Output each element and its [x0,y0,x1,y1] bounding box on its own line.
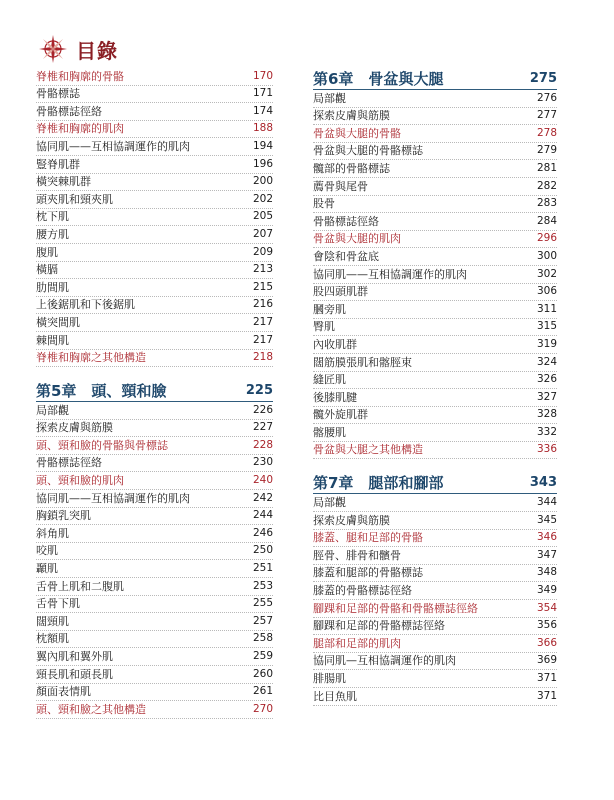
toc-entry-page: 302 [536,267,557,280]
toc-entry-title: 探索皮膚與筋膜 [313,109,390,123]
toc-entry-title: 頭夾肌和頸夾肌 [36,192,113,206]
toc-entry[interactable] [36,613,273,631]
toc-entry[interactable] [36,314,273,332]
toc-entry-page: 270 [252,702,273,715]
toc-entry[interactable] [313,248,557,266]
toc-entry-page: 279 [536,144,557,157]
page-title: 目錄 [76,38,118,63]
toc-entry[interactable] [313,442,557,460]
toc-entry-page: 296 [536,232,557,245]
toc-entry-page: 261 [252,685,273,698]
toc-entry-page: 196 [252,157,273,170]
toc-entry-page: 281 [536,161,557,174]
toc-entry[interactable] [36,262,273,280]
toc-entry-title: 膝蓋的骨骼標誌徑絡 [313,584,412,598]
toc-entry-page: 230 [252,456,273,469]
toc-entry-title: 脛骨、腓骨和髕骨 [313,548,401,562]
toc-entry[interactable] [36,244,273,262]
toc-entry-page: 260 [252,667,273,680]
toc-entry[interactable] [313,530,557,548]
toc-entry-page: 257 [252,614,273,627]
toc-entry-title: 頭、頸和臉的骨骼與骨標誌 [36,438,168,452]
toc-entry-title: 闊頸肌 [36,614,69,628]
toc-entry-title: 腳踝和足部的骨骼和骨骼標誌徑絡 [313,601,478,615]
toc-entry[interactable] [36,455,273,473]
toc-entry-page: 306 [536,285,557,298]
chapter-title: 第7章 腿部和腳部 [313,474,444,493]
toc-entry-title: 腹肌 [36,245,58,259]
chapter-6-heading[interactable] [313,68,557,90]
toc-entry-page: 344 [536,496,557,509]
toc-entry[interactable] [36,684,273,702]
toc-entry-page: 226 [252,403,273,416]
toc-entry[interactable] [36,596,273,614]
toc-entry-title: 橫突棘肌群 [36,175,91,189]
toc-entry-page: 215 [252,280,273,293]
toc-entry-page: 356 [536,619,557,632]
compass-rose-icon [38,34,68,64]
toc-entry[interactable] [313,565,557,583]
toc-entry-page: 205 [252,210,273,223]
toc-entry-title: 闊筋膜張肌和髂脛束 [313,355,412,369]
toc-entry[interactable] [313,688,557,706]
toc-entry-title: 局部觀 [36,403,69,417]
toc-entry[interactable] [313,196,557,214]
toc-entry[interactable] [313,108,557,126]
toc-entry[interactable] [36,191,273,209]
toc-entry-title: 頸長肌和頭長肌 [36,667,113,681]
toc-entry[interactable] [36,490,273,508]
toc-entry[interactable] [36,560,273,578]
toc-list-chapter7 [313,494,557,705]
toc-entry[interactable] [36,543,273,561]
toc-entry-title: 薦骨與尾骨 [313,179,368,193]
toc-entry-title: 豎脊肌群 [36,157,80,171]
toc-entry-title: 骨骼標誌徑絡 [36,456,102,470]
toc-entry[interactable] [36,121,273,139]
toc-entry-title: 胸鎖乳突肌 [36,509,91,523]
toc-entry-page: 216 [252,298,273,311]
toc-entry[interactable] [36,68,273,86]
toc-entry-page: 218 [252,351,273,364]
toc-entry[interactable] [36,138,273,156]
toc-entry-title: 局部觀 [313,496,346,510]
toc-entry-page: 171 [252,87,273,100]
toc-list-chapter6 [313,90,557,459]
toc-entry-title: 頭、頸和臉的肌肉 [36,474,124,488]
toc-entry[interactable] [36,701,273,719]
toc-entry-page: 371 [536,689,557,702]
toc-entry-page: 366 [536,636,557,649]
toc-entry-title: 橫膈 [36,263,58,277]
chapter-5-heading[interactable] [36,380,273,402]
toc-entry[interactable] [36,472,273,490]
toc-entry-title: 翼內肌和翼外肌 [36,650,113,663]
toc-entry-page: 188 [252,122,273,135]
toc-entry-page: 202 [252,192,273,205]
chapter-title: 第6章 骨盆與大腿 [313,70,444,88]
toc-entry-title: 內收肌群 [313,337,357,351]
toc-entry[interactable] [313,424,557,442]
chapter-page: 343 [529,475,557,491]
toc-list-chapter4-continued [36,68,273,367]
toc-entry-page: 228 [252,438,273,451]
toc-entry[interactable] [36,631,273,649]
toc-entry-title: 協同肌——互相協調運作的肌肉 [313,267,467,281]
toc-entry-page: 347 [536,548,557,561]
toc-entry-title: 骨骼標誌徑絡 [313,214,379,228]
toc-entry-page: 244 [252,509,273,522]
toc-entry-page: 278 [536,126,557,139]
toc-entry-page: 349 [536,584,557,597]
toc-entry-page: 311 [536,302,557,315]
toc-entry-title: 骨盆與大腿的骨骼標誌 [313,144,423,158]
toc-entry-page: 217 [252,315,273,328]
toc-entry[interactable] [313,354,557,372]
toc-entry-title: 股骨 [313,197,335,211]
toc-entry[interactable] [313,178,557,196]
toc-entry[interactable] [313,143,557,161]
toc-entry-page: 253 [252,579,273,592]
toc-entry-title: 腿部和足部的肌肉 [313,636,401,650]
toc-entry[interactable] [313,635,557,653]
toc-entry-page: 170 [252,69,273,82]
toc-entry-title: 枕額肌 [36,632,69,646]
toc-entry-title: 橫突間肌 [36,315,80,329]
toc-entry-title: 骨骼標誌 [36,87,80,101]
toc-entry-page: 284 [536,214,557,227]
chapter-page: 225 [245,383,273,399]
toc-entry[interactable] [36,279,273,297]
toc-entry-title: 局部觀 [313,91,346,105]
toc-entry-page: 240 [252,474,273,487]
toc-entry-page: 242 [252,491,273,504]
toc-entry-title: 顏面表情肌 [36,685,91,699]
toc-entry-page: 371 [536,672,557,684]
toc-entry-title: 臀肌 [313,320,335,334]
toc-entry-title: 舌骨上肌和二腹肌 [36,579,124,593]
toc-entry-title: 後膝肌腱 [313,390,357,404]
toc-entry-title: 舌骨下肌 [36,597,80,611]
toc-entry-title: 髖部的骨骼標誌 [313,161,390,175]
toc-entry-title: 協同肌—互相協調運作的肌肉 [313,654,456,668]
toc-entry[interactable] [36,209,273,227]
toc-entry-page: 315 [536,320,557,333]
toc-entry[interactable] [313,618,557,636]
toc-entry[interactable] [36,648,273,666]
toc-entry-page: 282 [536,179,557,192]
toc-entry-page: 174 [252,104,273,117]
toc-entry[interactable] [313,547,557,565]
toc-entry[interactable] [36,156,273,174]
toc-entry-title: 骨骼標誌徑絡 [36,104,102,118]
toc-entry[interactable] [313,125,557,143]
toc-entry-page: 336 [536,443,557,456]
toc-entry-title: 髖外旋肌群 [313,408,368,422]
toc-entry-page: 209 [252,245,273,258]
toc-entry-title: 上後鋸肌和下後鋸肌 [36,298,135,312]
toc-entry-page: 369 [536,654,557,667]
toc-entry-title: 協同肌——互相協調運作的肌肉 [36,491,190,505]
chapter-title: 第5章 頭、頸和臉 [36,382,167,401]
toc-entry[interactable] [36,226,273,244]
toc-entry-title: 枕下肌 [36,210,69,224]
toc-entry[interactable] [313,266,557,284]
toc-entry-title: 骨盆與大腿之其他構造 [313,443,423,457]
toc-entry[interactable] [36,437,273,455]
toc-entry[interactable] [36,578,273,596]
chapter-7-heading[interactable] [313,472,557,494]
chapter-page: 275 [529,71,557,86]
toc-entry[interactable] [36,420,273,438]
toc-entry-title: 膝蓋、腿和足部的骨骼 [313,531,423,545]
toc-entry[interactable] [313,512,557,530]
toc-entry-title: 肋間肌 [36,280,69,294]
toc-entry-page: 354 [536,601,557,614]
toc-left-column [36,68,273,719]
toc-entry[interactable] [313,653,557,671]
toc-entry-page: 255 [252,597,273,610]
toc-entry-title: 骨盆與大腿的肌肉 [313,232,401,246]
toc-entry[interactable] [313,407,557,425]
toc-entry-page: 258 [252,632,273,645]
toc-entry-page: 277 [536,109,557,122]
toc-entry-page: 326 [536,373,557,386]
toc-entry-page: 283 [536,197,557,210]
toc-entry-title: 膝蓋和腿部的骨骼標誌 [313,566,423,580]
toc-entry-page: 251 [252,562,273,575]
toc-entry-page: 227 [252,421,273,434]
toc-entry-title: 脊椎和胸廓的肌肉 [36,122,124,136]
toc-entry-page: 217 [252,333,273,346]
toc-entry-page: 213 [252,263,273,276]
toc-entry[interactable] [313,600,557,618]
toc-entry[interactable] [313,319,557,337]
toc-entry-title: 腰方肌 [36,227,69,241]
toc-entry-title: 股四頭肌群 [313,285,368,299]
toc-entry-title: 棘間肌 [36,333,69,347]
toc-entry-title: 脊椎和胸廓的骨骼 [36,69,124,83]
toc-entry-page: 300 [536,249,557,262]
toc-entry[interactable] [36,350,273,368]
toc-entry-page: 348 [536,566,557,579]
toc-entry-title: 協同肌——互相協調運作的肌肉 [36,139,190,153]
toc-entry-page: 246 [252,526,273,539]
toc-entry-page: 319 [536,337,557,350]
toc-entry[interactable] [313,213,557,231]
toc-right-column [313,68,557,706]
toc-entry-title: 脊椎和胸廓之其他構造 [36,351,146,365]
toc-entry-title: 腳踝和足部的骨骼標誌徑絡 [313,619,445,633]
toc-entry-title: 腓腸肌 [313,672,346,685]
toc-entry-page: 276 [536,91,557,104]
toc-entry[interactable] [36,174,273,192]
toc-entry-page: 194 [252,139,273,152]
toc-entry-title: 斜角肌 [36,526,69,540]
toc-entry-title: 咬肌 [36,544,58,558]
toc-entry[interactable] [36,508,273,526]
toc-entry-page: 259 [252,650,273,662]
toc-entry-title: 膕旁肌 [313,302,346,316]
toc-entry-title: 探索皮膚與筋膜 [313,513,390,527]
toc-entry-page: 346 [536,531,557,544]
toc-entry-page: 327 [536,390,557,403]
toc-header [38,34,118,64]
toc-entry[interactable] [36,666,273,684]
toc-entry-title: 骨盆與大腿的骨骼 [313,126,401,140]
toc-entry[interactable] [313,670,557,688]
toc-entry[interactable] [313,372,557,390]
toc-entry[interactable] [313,284,557,302]
toc-entry-page: 332 [536,425,557,438]
toc-entry-page: 207 [252,227,273,240]
toc-entry-page: 200 [252,175,273,188]
toc-entry-page: 250 [252,544,273,557]
toc-entry-page: 328 [536,408,557,421]
toc-entry[interactable] [313,336,557,354]
toc-entry-title: 頭、頸和臉之其他構造 [36,702,146,716]
toc-entry[interactable] [313,160,557,178]
toc-entry[interactable] [313,231,557,249]
toc-entry[interactable] [36,86,273,104]
toc-entry[interactable] [313,301,557,319]
toc-entry[interactable] [313,582,557,600]
toc-entry-title: 比目魚肌 [313,689,357,703]
toc-entry[interactable] [36,332,273,350]
toc-entry-title: 會陰和骨盆底 [313,249,379,263]
toc-entry-title: 髂腰肌 [313,425,346,439]
toc-entry-page: 324 [536,355,557,368]
toc-entry[interactable] [36,297,273,315]
toc-entry[interactable] [36,103,273,121]
toc-entry[interactable] [313,494,557,512]
toc-entry-title: 顳肌 [36,562,58,576]
toc-entry[interactable] [313,90,557,108]
toc-entry-page: 345 [536,513,557,526]
toc-list-chapter5 [36,402,273,719]
toc-entry-title: 縫匠肌 [313,373,346,387]
toc-entry[interactable] [36,525,273,543]
toc-entry[interactable] [36,402,273,420]
toc-entry[interactable] [313,389,557,407]
toc-entry-title: 探索皮膚與筋膜 [36,421,113,435]
